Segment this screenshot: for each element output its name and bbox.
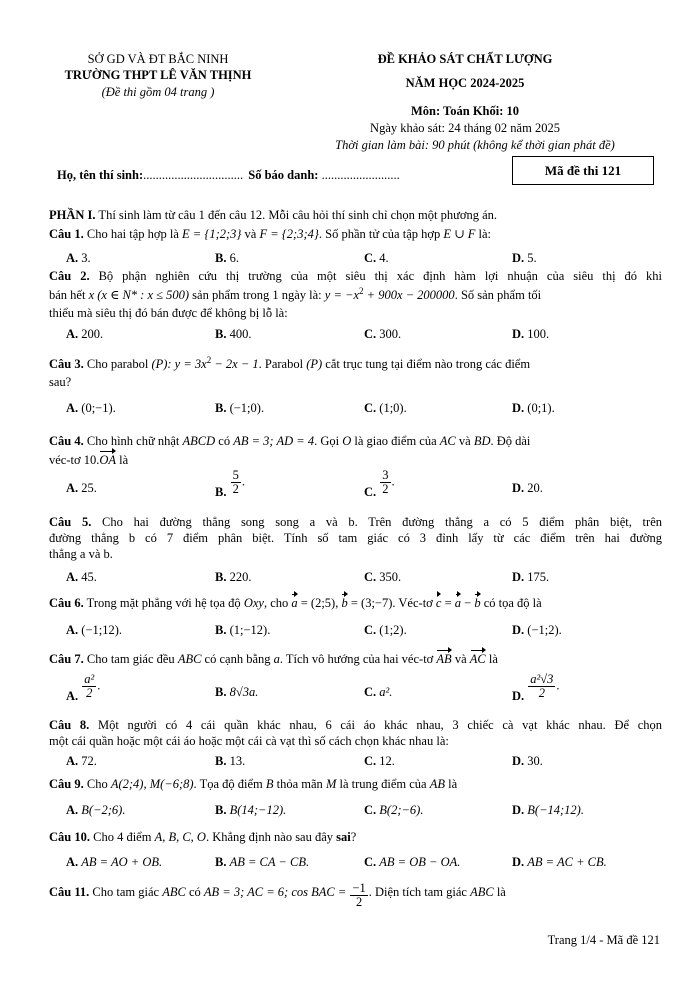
math: Oxy	[243, 596, 264, 610]
option-text: 5.	[527, 251, 537, 265]
fraction: $\frac{-1}{2}$	[352, 881, 366, 909]
vector: c	[435, 596, 442, 610]
text: và	[455, 434, 474, 448]
text: . Gọi	[314, 434, 343, 448]
vector: b	[474, 596, 481, 610]
q5-option-c[interactable]: C. 350.	[364, 570, 402, 584]
option-text: 200.	[81, 327, 104, 341]
math: F = {2;3;4}	[259, 227, 319, 241]
option-text: (1;2).	[379, 623, 407, 637]
option-text: 4.	[379, 251, 389, 265]
text: . Parabol	[258, 357, 307, 371]
exam-code-box: Mã đề thi 121	[512, 156, 654, 185]
text: . Khẳng định nào sau đây	[205, 830, 337, 844]
q10-option-c[interactable]: C. AB = OB − OA.	[364, 855, 461, 869]
candidate-number-field[interactable]: .........................	[318, 168, 400, 182]
q10-option-d[interactable]: D. AB = AC + CB.	[512, 855, 607, 869]
q3-option-d[interactable]: D. (0;1).	[512, 401, 555, 415]
option-text: 3.	[81, 251, 91, 265]
q2-option-c[interactable]: C. 300.	[364, 327, 402, 341]
text: −	[461, 596, 475, 610]
math: AB	[429, 777, 446, 791]
vector: AB	[436, 652, 452, 666]
vector: b	[341, 596, 348, 610]
text: sản phẩm trong 1 ngày là:	[189, 288, 325, 302]
question-label: Câu 9.	[49, 777, 84, 791]
text: Cho hai đường thẳng song song a và b. Trên đường thẳng a có 5 điểm phân biệt, trên	[91, 515, 662, 529]
question-10-stem	[49, 829, 662, 845]
question-3-stem-line2: sau?	[49, 375, 72, 389]
math: + 900x − 200000	[363, 288, 455, 302]
question-5-stem-line3: thẳng a và b.	[49, 547, 113, 561]
question-9-stem	[49, 776, 662, 792]
q9-option-c[interactable]: C. B(2;−6).	[364, 803, 424, 817]
question-5-stem-line1	[49, 514, 662, 530]
candidate-info-line	[57, 168, 400, 183]
q8-option-c[interactable]: C. 12.	[364, 754, 395, 768]
vector: OA	[99, 453, 117, 467]
question-4-stem-line1	[49, 433, 662, 449]
q5-option-b[interactable]: B. 220.	[215, 570, 252, 584]
option-text: (1;−12).	[229, 623, 271, 637]
text: và	[451, 652, 470, 666]
text: là:	[475, 227, 491, 241]
math: E = {1;2;3}	[182, 227, 242, 241]
text: là	[485, 652, 498, 666]
q9-option-b[interactable]: B. B(14;−12).	[215, 803, 287, 817]
text: Bộ phận nghiên cứu thị trường của một siêu thị xác định hàm lợi nhuận của siêu thị đó khi	[89, 269, 662, 283]
math: − 2x − 1	[211, 357, 259, 371]
option-text: 175.	[527, 570, 550, 584]
q1-option-d[interactable]: D. 5.	[512, 251, 537, 265]
option-text: B(−2;6).	[81, 803, 126, 817]
math: ABC	[470, 885, 494, 899]
q6-option-c[interactable]: C. (1;2).	[364, 623, 407, 637]
text: ?	[350, 830, 357, 844]
math: O	[342, 434, 352, 448]
option-text: 100.	[527, 327, 550, 341]
question-3-stem-line1: Câu 3. Cho parabol (P): $y = 3x^2 - 2x - 1$. Parabol (P) cắt trục tung tại điểm nào trong các điểm	[49, 354, 531, 371]
q4-option-c[interactable]: C. $\frac{3}{2}$ .	[364, 468, 395, 500]
text: = (3;−7). Véc-tơ	[347, 596, 436, 610]
text: . Diện tích tam giác	[368, 885, 471, 899]
fraction: $\frac{5}{2}$	[232, 468, 239, 496]
math: ABCD	[182, 434, 216, 448]
vector: a	[291, 596, 298, 610]
emphasis: sai	[336, 830, 351, 844]
text: . Số phần tử của tập hợp	[318, 227, 444, 241]
question-label: Câu 1.	[49, 227, 84, 241]
fraction: $\frac{\text{a²√3}}{2}$	[530, 672, 554, 700]
option-text: a².	[379, 685, 393, 699]
text: Một người có 4 cái quần khác nhau, 6 cái áo khác nhau, 3 chiếc cà vạt khác nhau. Để chọn	[89, 718, 662, 732]
q10-option-a[interactable]: A. AB = AO + OB.	[66, 855, 163, 869]
option-text: 20.	[527, 481, 543, 495]
option-text: AB = CA − CB.	[229, 855, 310, 869]
candidate-number-label: Số báo danh:	[248, 168, 319, 182]
question-8-stem-line1	[49, 717, 662, 733]
text: là	[116, 453, 129, 467]
pages-note: (Đề thi gồm 04 trang )	[101, 85, 215, 99]
option-text: 400.	[229, 327, 252, 341]
q7-option-d[interactable]: D. $\frac{\text{a²√3}}{2}$ .	[512, 672, 560, 704]
q2-option-a[interactable]: A. 200.	[66, 327, 104, 341]
math: A, B, C, O	[154, 830, 206, 844]
text: = (2;5),	[297, 596, 342, 610]
q3-option-c[interactable]: C. (1;0).	[364, 401, 407, 415]
fraction: $\frac{\text{a²}}{2}$	[84, 672, 95, 700]
text: là giao điểm của	[351, 434, 440, 448]
math: A(2;4), M(−6;8)	[110, 777, 194, 791]
q6-option-b[interactable]: B. (1;−12).	[215, 623, 271, 637]
math: (P): y = 3x	[151, 357, 207, 371]
math: 10.	[83, 453, 100, 467]
text: là	[493, 885, 506, 899]
math: a	[273, 652, 280, 666]
question-label: Câu 11.	[49, 885, 90, 899]
option-text: B(14;−12).	[229, 803, 287, 817]
text: Cho	[83, 777, 111, 791]
option-text: (0;−1).	[81, 401, 116, 415]
q4-option-d[interactable]: D. 20.	[512, 481, 543, 495]
option-text: 220.	[229, 570, 252, 584]
option-text: (−1;2).	[527, 623, 562, 637]
q4-option-a[interactable]: A. 25.	[66, 481, 97, 495]
text: Cho parabol	[83, 357, 152, 371]
question-6-stem	[49, 595, 662, 611]
option-text: (−1;12).	[81, 623, 123, 637]
vector: a	[454, 596, 462, 610]
school-year: NĂM HỌC 2024-2025	[405, 76, 525, 90]
school-name: TRƯỜNG THPT LÊ VĂN THỊNH	[64, 68, 252, 82]
option-text: 13.	[229, 754, 246, 768]
text: Trong mặt phẳng với hệ tọa độ	[83, 596, 244, 610]
question-label: Câu 4.	[49, 434, 84, 448]
question-2-stem-line2: bán hết x (x ∈ N* : x ≤ 500) sản phẩm trong 1 ngày là: $y = -x^2 + 900x - 200000$. Số sản phẩm tối	[49, 285, 542, 302]
text: là	[445, 777, 458, 791]
text: Cho hai tập hợp là	[83, 227, 182, 241]
q3-option-b[interactable]: B. (−1;0).	[215, 401, 265, 415]
text: Cho tam giác đều	[83, 652, 178, 666]
text: . Số sản phẩm tối	[454, 288, 542, 302]
math: E ∪ F	[443, 227, 476, 241]
q4-option-b[interactable]: B. $\frac{5}{2}$ .	[215, 468, 245, 500]
math: ABC	[162, 885, 186, 899]
text: cắt trục tung tại điểm nào trong các điểm	[322, 357, 531, 371]
question-11-stem	[49, 882, 662, 909]
text: Cho hình chữ nhật	[83, 434, 183, 448]
q2-option-b[interactable]: B. 400.	[215, 327, 252, 341]
question-label: Câu 6.	[49, 596, 84, 610]
subject: Môn: Toán Khối: 10	[410, 104, 519, 118]
option-text: B(−14;12).	[527, 803, 584, 817]
text: Cho tam giác	[89, 885, 163, 899]
question-8-stem-line2: một cái quần hoặc một cái áo hoặc một cái cà vạt thì số cách chọn khác nhau là:	[49, 734, 449, 748]
question-4-stem-line2	[49, 452, 662, 468]
option-text: AB = OB − OA.	[379, 855, 461, 869]
option-text: 8√3a.	[229, 685, 259, 699]
text: véc-tơ	[49, 453, 84, 467]
text: có	[185, 885, 204, 899]
q5-option-a[interactable]: A. 45.	[66, 570, 97, 584]
q1-option-b[interactable]: B. 6.	[215, 251, 239, 265]
q3-option-a[interactable]: A. (0;−1).	[66, 401, 116, 415]
math: B	[265, 777, 274, 791]
option-text: 300.	[379, 327, 402, 341]
text: . Tọa độ điểm	[193, 777, 266, 791]
part-one-text: Thí sinh làm từ câu 1 đến câu 12. Mỗi câu hỏi thí sinh chỉ chọn một phương án.	[95, 208, 497, 222]
option-text: 72.	[81, 754, 97, 768]
option-text: 12.	[379, 754, 395, 768]
question-label: Câu 8.	[49, 718, 90, 732]
text: . Tích vô hướng của hai véc-tơ	[279, 652, 437, 666]
q6-option-a[interactable]: A. (−1;12).	[66, 623, 123, 637]
option-text: AB = AO + OB.	[81, 855, 163, 869]
candidate-name-label: Họ, tên thí sinh:	[57, 168, 144, 182]
option-text: (−1;0).	[229, 401, 265, 415]
math: x (x ∈ N* : x ≤ 500)	[88, 288, 190, 302]
option-text: 6.	[229, 251, 239, 265]
text: thỏa mãn	[273, 777, 326, 791]
question-2-stem-line3: thiểu mà siêu thị đó bán được để không bị lỗ là:	[49, 306, 288, 320]
department-name: SỞ GD VÀ ĐT BẮC NINH	[87, 52, 229, 66]
option-text: 350.	[379, 570, 402, 584]
question-1-stem	[49, 226, 662, 242]
math: M	[325, 777, 337, 791]
q9-option-d[interactable]: D. B(−14;12).	[512, 803, 584, 817]
candidate-name-field[interactable]: ................................	[143, 168, 244, 182]
page-footer: Trang 1/4 - Mã đề 121	[547, 933, 660, 947]
math: y = −x	[324, 288, 360, 302]
option-text: AB = AC + CB.	[527, 855, 607, 869]
q7-option-a[interactable]: A. $\frac{\text{a²}}{2}$ .	[66, 672, 101, 704]
text: là trung điểm của	[336, 777, 430, 791]
text: có	[215, 434, 234, 448]
question-5-stem-line2: đường thẳng b có 7 điểm phân biệt. Tính số tam giác có 3 đỉnh lấy từ các điểm trên hai đường	[49, 531, 662, 545]
question-2-stem-line1	[49, 268, 662, 284]
text: có tọa độ là	[480, 596, 542, 610]
exam-date: Ngày khảo sát: 24 tháng 02 năm 2025	[370, 121, 560, 135]
q6-option-d[interactable]: D. (−1;2).	[512, 623, 562, 637]
q7-option-c[interactable]: C. a².	[364, 685, 393, 699]
part-one-label: PHẦN I.	[49, 208, 96, 222]
q8-option-a[interactable]: A. 72.	[66, 754, 97, 768]
option-text: (1;0).	[379, 401, 407, 415]
math: AB = 3; AC = 6; cos BAC =	[203, 885, 350, 899]
q2-option-d[interactable]: D. 100.	[512, 327, 550, 341]
q9-option-a[interactable]: A. B(−2;6).	[66, 803, 126, 817]
text: có cạnh bằng	[201, 652, 274, 666]
option-text: B(2;−6).	[379, 803, 424, 817]
vector: AC	[469, 652, 486, 666]
q1-option-a[interactable]: A. 3.	[66, 251, 91, 265]
text: Cho 4 điểm	[89, 830, 155, 844]
text: . Độ dài	[490, 434, 531, 448]
option-text: 30.	[527, 754, 543, 768]
q8-option-b[interactable]: B. 13.	[215, 754, 246, 768]
fraction: $\frac{3}{2}$	[382, 468, 389, 496]
math: (P)	[306, 357, 323, 371]
math: ABC	[177, 652, 202, 666]
question-label: Câu 10.	[49, 830, 90, 844]
question-label: Câu 7.	[49, 652, 84, 666]
q8-option-d[interactable]: D. 30.	[512, 754, 543, 768]
text: và	[241, 227, 260, 241]
option-text: 25.	[81, 481, 97, 495]
q7-option-b[interactable]: B. 8√3a.	[215, 685, 259, 699]
question-label: Câu 3.	[49, 357, 84, 371]
q5-option-d[interactable]: D. 175.	[512, 570, 550, 584]
question-label: Câu 2.	[49, 269, 90, 283]
q10-option-b[interactable]: B. AB = CA − CB.	[215, 855, 310, 869]
exam-duration: Thời gian làm bài: 90 phút (không kể thời gian phát đề)	[335, 138, 615, 152]
text: bán hết	[49, 288, 89, 302]
math: AC	[439, 434, 456, 448]
math: BD	[473, 434, 491, 448]
question-label: Câu 5.	[49, 515, 92, 529]
part-one-instructions	[49, 207, 662, 223]
text: =	[441, 596, 455, 610]
option-text: (0;1).	[527, 401, 555, 415]
option-text: 45.	[81, 570, 97, 584]
question-7-stem	[49, 651, 662, 667]
exam-title: ĐỀ KHẢO SÁT CHẤT LƯỢNG	[377, 52, 553, 66]
text: , cho	[263, 596, 292, 610]
math: AB = 3; AD = 4	[233, 434, 315, 448]
q1-option-c[interactable]: C. 4.	[364, 251, 389, 265]
